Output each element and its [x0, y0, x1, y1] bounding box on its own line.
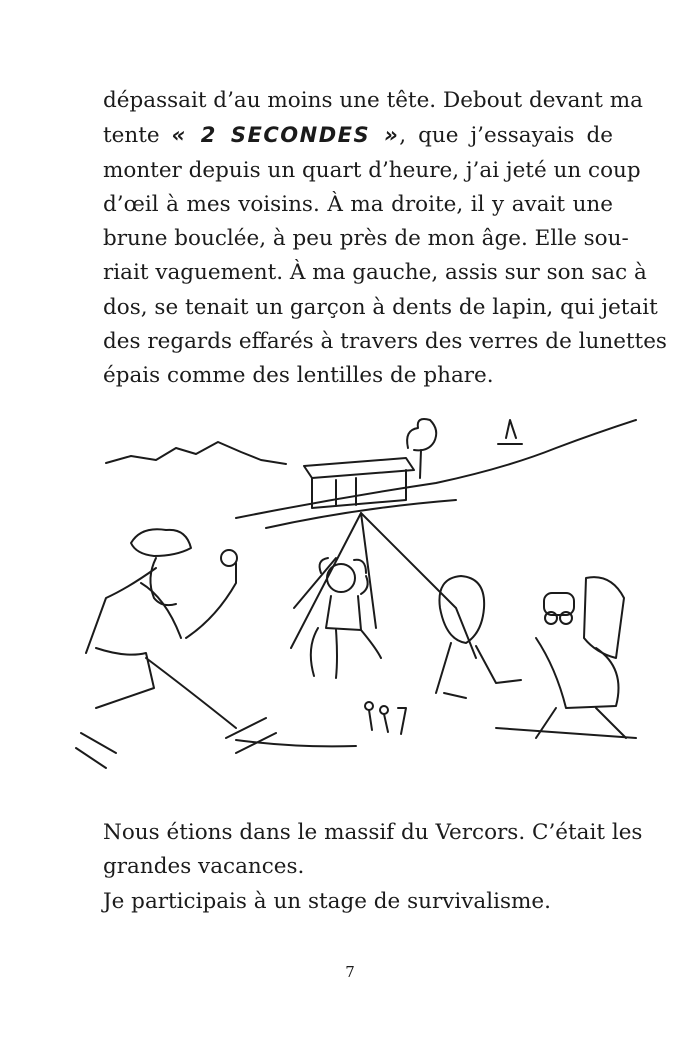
hiker-figure: [76, 529, 276, 768]
text-line: riait vaguement. À ma gauche, assis sur son sac à: [103, 260, 647, 286]
tent-drawing: [291, 513, 476, 658]
text-line: épais comme des lentilles de phare.: [103, 363, 494, 389]
text-line: dépassait d’au moins une tête. Debout devant ma: [103, 88, 643, 113]
text-line: brune bouclée, à peu près de mon âge. Elle sou-: [103, 226, 629, 252]
camping-illustration: [36, 408, 664, 788]
glasses-boy-figure: [536, 577, 626, 738]
text-line: [103, 118, 613, 153]
paragraph-bottom: [103, 816, 643, 919]
text-fragment: , que j’essayais de: [399, 123, 613, 149]
hut-drawing: [304, 458, 414, 508]
tree-drawing: [407, 419, 522, 478]
page-number: 7: [345, 963, 355, 981]
mountain-range: [106, 442, 286, 464]
text-line: monter depuis un quart d’heure, j’ai jeté un coup: [103, 157, 641, 183]
tent-pegs-drawing: [365, 702, 406, 734]
text-line: d’œil à mes voisins. À ma droite, il y avait une: [103, 191, 613, 217]
text-line: grandes vacances.: [103, 854, 305, 880]
text-fragment: tente: [103, 123, 172, 149]
text-line: dos, se tenait un garçon à dents de lapin, qui jetait: [103, 294, 658, 320]
text-line: Nous étions dans le massif du Vercors. C’était les: [103, 820, 643, 845]
ground-line: [236, 728, 636, 746]
text-line: des regards effarés à travers des verres de lunettes: [103, 329, 667, 355]
text-line: Je participais à un stage de survivalisme.: [103, 888, 551, 914]
tent-brand-name: « 2 SECONDES »: [171, 123, 400, 148]
long-hair-girl-figure: [436, 576, 521, 698]
paragraph-top: [103, 84, 667, 394]
